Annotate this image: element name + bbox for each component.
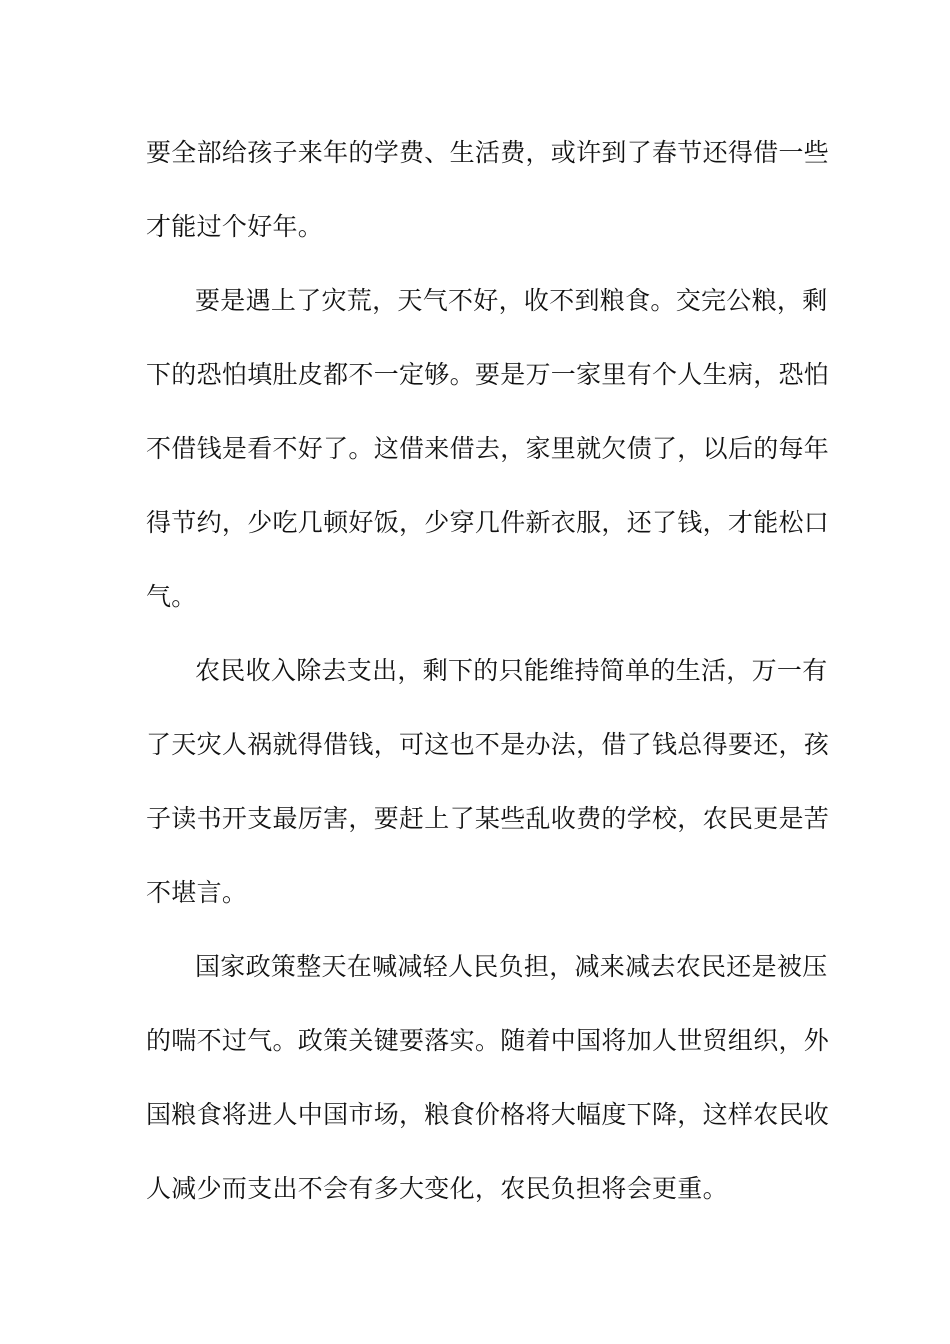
text-line: 气。 — [146, 582, 197, 611]
text-line: 人减少而支出不会有多大变化，农民负担将会更重。 — [146, 1174, 728, 1203]
text-line: 下的恐怕填肚皮都不一定够。要是万一家里有个人生病，恐怕 — [146, 360, 830, 389]
text-line: 的喘不过气。政策关键要落实。随着中国将加人世贸组织，外 — [146, 1026, 830, 1055]
paragraph-start-line: 农民收入除去支出，剩下的只能维持简单的生活，万一有 — [195, 656, 828, 685]
body-text — [146, 122, 830, 1232]
paragraph-start-line: 国家政策整天在喊减轻人民负担，减来减去农民还是被压 — [195, 952, 828, 981]
text-line: 不借钱是看不好了。这借来借去，家里就欠债了，以后的每年 — [146, 434, 830, 463]
text-line: 国粮食将进人中国市场，粮食价格将大幅度下降，这样农民收 — [146, 1100, 830, 1129]
text-line: 要全部给孩子来年的学费、生活费，或许到了春节还得借一些 — [146, 138, 830, 167]
text-line: 得节约，少吃几顿好饭，少穿几件新衣服，还了钱，才能松口 — [146, 508, 830, 537]
text-line: 了天灾人祸就得借钱，可这也不是办法，借了钱总得要还，孩 — [146, 730, 830, 759]
paragraph-start-line: 要是遇上了灾荒，天气不好，收不到粮食。交完公粮，剩 — [195, 286, 828, 315]
text-line: 才能过个好年。 — [146, 212, 324, 241]
text-line: 子读书开支最厉害，要赶上了某些乱收费的学校，农民更是苦 — [146, 804, 830, 833]
text-line: 不堪言。 — [146, 878, 248, 907]
